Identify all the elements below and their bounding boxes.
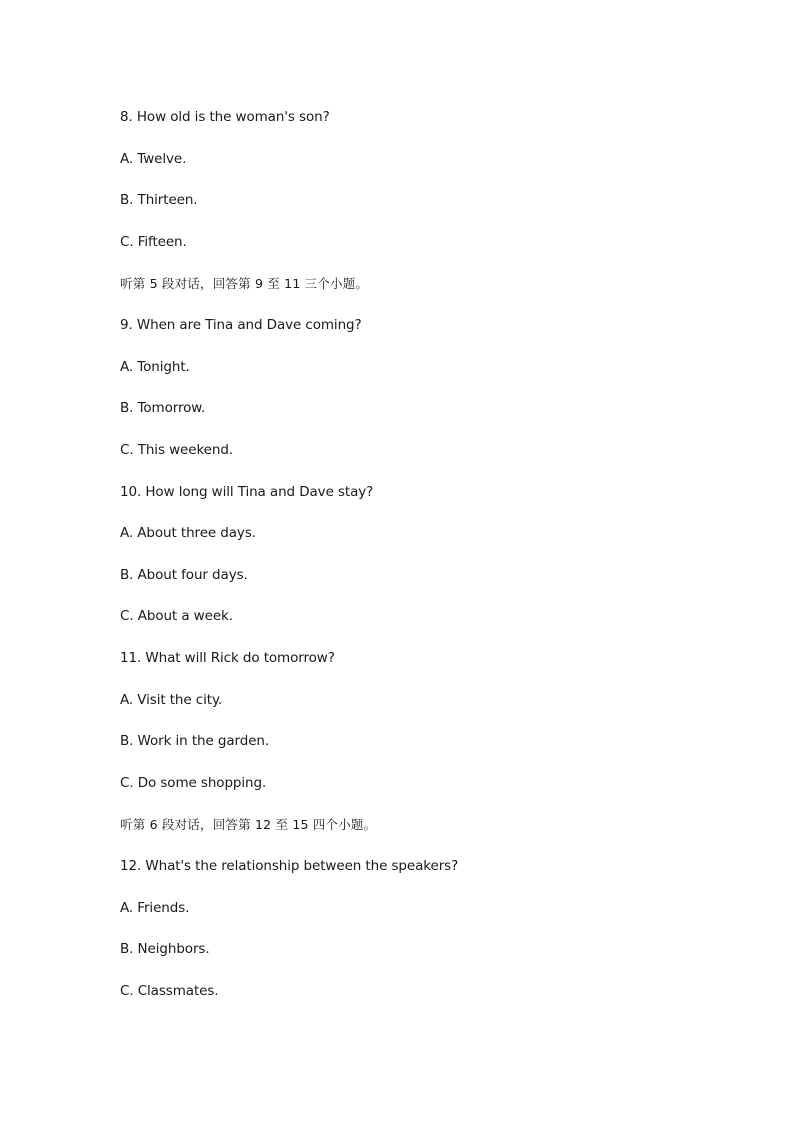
option-10c: C. About a week. [120, 608, 233, 624]
option-10b: B. About four days. [120, 567, 248, 583]
option-11b: B. Work in the garden. [120, 733, 270, 749]
option-8b: B. Thirteen. [120, 192, 198, 208]
option-12b: B. Neighbors. [120, 941, 210, 957]
question-8: 8. How old is the woman's son? [120, 109, 330, 125]
option-9a: A. Tonight. [120, 359, 190, 375]
option-9b: B. Tomorrow. [120, 400, 206, 416]
option-9c: C. This weekend. [120, 442, 233, 458]
option-8c: C. Fifteen. [120, 234, 187, 250]
option-11c: C. Do some shopping. [120, 775, 267, 791]
question-12: 12. What's the relationship between the speakers? [120, 858, 459, 874]
question-11: 11. What will Rick do tomorrow? [120, 650, 335, 666]
question-10: 10. How long will Tina and Dave stay? [120, 484, 374, 500]
option-10a: A. About three days. [120, 525, 256, 541]
option-8a: A. Twelve. [120, 151, 187, 167]
option-12c: C. Classmates. [120, 983, 219, 999]
question-9: 9. When are Tina and Dave coming? [120, 317, 362, 333]
section-instruction-5: 听第 5 段对话，回答第 9 至 11 三个小题。 [120, 276, 369, 291]
option-11a: A. Visit the city. [120, 692, 223, 708]
section-instruction-6: 听第 6 段对话，回答第 12 至 15 四个小题。 [120, 817, 377, 832]
option-12a: A. Friends. [120, 900, 190, 916]
